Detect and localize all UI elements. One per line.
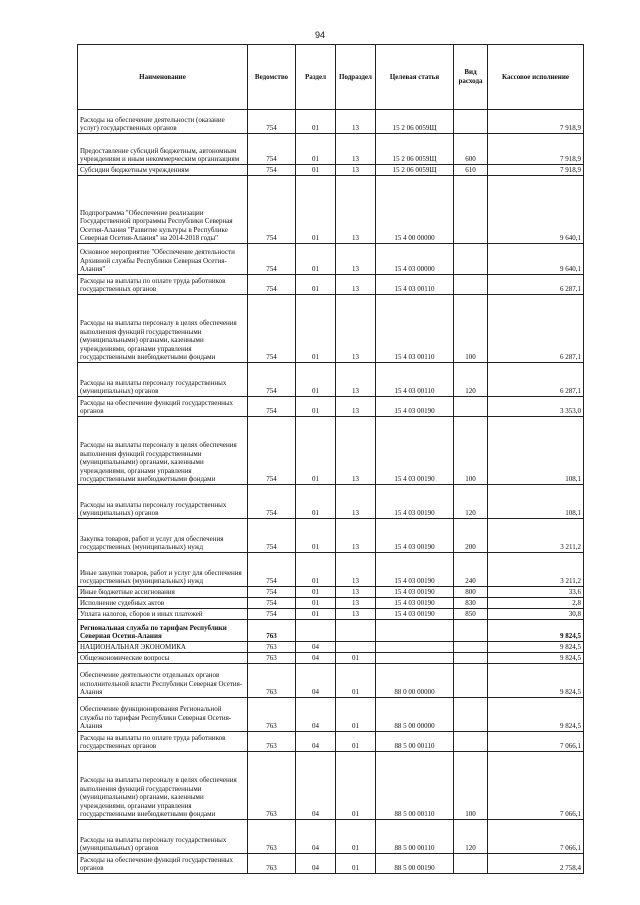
cell-target-article: 15 2 06 0059Щ — [376, 134, 454, 165]
cell-expense-type: 100 — [454, 752, 488, 820]
cell-name: НАЦИОНАЛЬНАЯ ЭКОНОМИКА — [78, 642, 248, 653]
cell-podrazdel: 13 — [336, 295, 376, 363]
cell-razdel: 01 — [296, 519, 336, 553]
header-vedomstvo: Ведомство — [248, 45, 296, 110]
cell-name: Основное мероприятие "Обеспечение деятельности Архивной службы Республики Северная Осетия-Алания" — [78, 244, 248, 275]
cell-podrazdel: 13 — [336, 275, 376, 295]
cell-vedomstvo: 754 — [248, 485, 296, 519]
cell-expense-type — [454, 275, 488, 295]
cell-expense-type — [454, 854, 488, 874]
cell-expense-type: 610 — [454, 165, 488, 176]
cell-expense-type: 100 — [454, 417, 488, 485]
table-row — [78, 110, 584, 134]
cell-razdel: 01 — [296, 485, 336, 519]
cell-razdel: 04 — [296, 698, 336, 732]
table-row — [78, 275, 584, 295]
header-podrazdel: Подраздел — [336, 45, 376, 110]
cell-name: Обеспечение функционирования Региональной службы по тарифам Республики Северная Осетия-Алания — [78, 698, 248, 732]
table-row — [78, 598, 584, 609]
cell-cash-execution: 7 066,1 — [488, 752, 584, 820]
cell-expense-type: 200 — [454, 519, 488, 553]
cell-cash-execution: 9 824,5 — [488, 620, 584, 642]
cell-podrazdel: 01 — [336, 732, 376, 752]
cell-cash-execution: 108,1 — [488, 417, 584, 485]
table-row — [78, 519, 584, 553]
cell-razdel: 04 — [296, 854, 336, 874]
cell-expense-type: 120 — [454, 820, 488, 854]
cell-vedomstvo: 754 — [248, 176, 296, 244]
cell-target-article: 88 0 00 00000 — [376, 664, 454, 698]
cell-podrazdel: 01 — [336, 653, 376, 664]
cell-vedomstvo: 754 — [248, 363, 296, 397]
cell-name: Региональная служба по тарифам Республики Северная Осетия-Алания — [78, 620, 248, 642]
cell-vedomstvo: 763 — [248, 653, 296, 664]
cell-vedomstvo: 754 — [248, 609, 296, 620]
table-row — [78, 587, 584, 598]
cell-expense-type — [454, 653, 488, 664]
cell-name: Расходы на обеспечение функций государственных органов — [78, 397, 248, 417]
cell-target-article: 15 4 03 00190 — [376, 587, 454, 598]
cell-target-article: 88 5 00 00190 — [376, 854, 454, 874]
cell-vedomstvo: 754 — [248, 598, 296, 609]
header-expense-type: Вид расхода — [454, 45, 488, 110]
cell-cash-execution: 33,6 — [488, 587, 584, 598]
cell-podrazdel: 13 — [336, 587, 376, 598]
cell-name: Уплата налогов, сборов и иных платежей — [78, 609, 248, 620]
cell-podrazdel: 01 — [336, 664, 376, 698]
cell-target-article: 15 4 00 00000 — [376, 176, 454, 244]
cell-podrazdel: 01 — [336, 698, 376, 732]
cell-vedomstvo: 763 — [248, 620, 296, 642]
cell-razdel: 01 — [296, 110, 336, 134]
cell-target-article: 15 4 03 00190 — [376, 519, 454, 553]
cell-expense-type — [454, 698, 488, 732]
cell-vedomstvo: 754 — [248, 244, 296, 275]
cell-expense-type — [454, 732, 488, 752]
cell-cash-execution: 7 918,9 — [488, 165, 584, 176]
cell-cash-execution: 3 211,2 — [488, 519, 584, 553]
cell-podrazdel: 13 — [336, 598, 376, 609]
cell-podrazdel: 13 — [336, 519, 376, 553]
cell-name: Подпрограмма "Обеспечение реализации Государственной программы Республики Северная Осетия-Алания "Развитие культуры в Республике Северная Осетия-Алания" на 2014-2018 годы" — [78, 176, 248, 244]
table-header-row — [78, 45, 584, 110]
cell-expense-type: 850 — [454, 609, 488, 620]
header-cash-execution: Кассовое исполнение — [488, 45, 584, 110]
cell-podrazdel: 13 — [336, 134, 376, 165]
cell-razdel: 01 — [296, 295, 336, 363]
cell-podrazdel: 13 — [336, 553, 376, 587]
cell-expense-type — [454, 110, 488, 134]
cell-name: Расходы на выплаты персоналу государственных (муниципальных) органов — [78, 485, 248, 519]
cell-vedomstvo: 754 — [248, 553, 296, 587]
cell-name: Общеэкономические вопросы — [78, 653, 248, 664]
cell-name: Расходы на выплаты персоналу государственных (муниципальных) органов — [78, 820, 248, 854]
cell-vedomstvo: 763 — [248, 752, 296, 820]
cell-expense-type — [454, 397, 488, 417]
table-row — [78, 165, 584, 176]
table-row — [78, 134, 584, 165]
cell-vedomstvo: 763 — [248, 642, 296, 653]
cell-cash-execution: 9 824,5 — [488, 642, 584, 653]
cell-vedomstvo: 754 — [248, 519, 296, 553]
cell-target-article: 15 4 03 00110 — [376, 363, 454, 397]
cell-vedomstvo: 754 — [248, 417, 296, 485]
cell-vedomstvo: 763 — [248, 664, 296, 698]
cell-vedomstvo: 754 — [248, 134, 296, 165]
cell-razdel: 01 — [296, 363, 336, 397]
cell-expense-type: 600 — [454, 134, 488, 165]
cell-podrazdel: 13 — [336, 485, 376, 519]
cell-expense-type — [454, 642, 488, 653]
table-row — [78, 698, 584, 732]
cell-name: Расходы на выплаты персоналу в целях обеспечения выполнения функций государственными (муниципальными) органами, казенными учреждениями, органами управления государственными внебюджетными фондами — [78, 417, 248, 485]
cell-vedomstvo: 763 — [248, 698, 296, 732]
cell-name: Предоставление субсидий бюджетным, автономным учреждениям и иным некоммерческим организациям — [78, 134, 248, 165]
cell-cash-execution: 108,1 — [488, 485, 584, 519]
cell-podrazdel: 13 — [336, 165, 376, 176]
cell-target-article: 15 2 06 0059Щ — [376, 165, 454, 176]
cell-cash-execution: 3 211,2 — [488, 553, 584, 587]
table-row — [78, 609, 584, 620]
header-name: Наименование — [78, 45, 248, 110]
table-row — [78, 642, 584, 653]
cell-razdel: 04 — [296, 752, 336, 820]
cell-target-article: 88 5 00 00110 — [376, 820, 454, 854]
cell-target-article: 15 4 03 00110 — [376, 295, 454, 363]
cell-cash-execution: 9 824,5 — [488, 698, 584, 732]
cell-razdel: 01 — [296, 165, 336, 176]
cell-cash-execution: 6 287,1 — [488, 363, 584, 397]
cell-name: Расходы на выплаты по оплате труда работников государственных органов — [78, 275, 248, 295]
header-target-article: Целевая статья — [376, 45, 454, 110]
cell-target-article: 88 5 00 00110 — [376, 732, 454, 752]
cell-name: Расходы на выплаты персоналу в целях обеспечения выполнения функций государственными (муниципальными) органами, казенными учреждениями, органами управления государственными внебюджетными фондами — [78, 295, 248, 363]
cell-expense-type — [454, 244, 488, 275]
table-row — [78, 417, 584, 485]
table-row — [78, 553, 584, 587]
cell-cash-execution: 6 287,1 — [488, 295, 584, 363]
cell-razdel: 01 — [296, 598, 336, 609]
cell-vedomstvo: 754 — [248, 587, 296, 598]
cell-target-article: 15 4 03 00000 — [376, 244, 454, 275]
cell-cash-execution: 9 824,5 — [488, 653, 584, 664]
cell-vedomstvo: 763 — [248, 732, 296, 752]
page-number: 94 — [314, 30, 325, 40]
cell-razdel — [296, 620, 336, 642]
table-row — [78, 397, 584, 417]
cell-target-article: 15 4 03 00190 — [376, 598, 454, 609]
table-row — [78, 820, 584, 854]
table-row — [78, 664, 584, 698]
table-row — [78, 854, 584, 874]
cell-expense-type: 830 — [454, 598, 488, 609]
cell-podrazdel: 01 — [336, 820, 376, 854]
cell-cash-execution: 2,8 — [488, 598, 584, 609]
cell-cash-execution: 7 918,9 — [488, 134, 584, 165]
cell-name: Расходы на выплаты персоналу в целях обеспечения выполнения функций государственными (муниципальными) органами, казенными учреждениями, органами управления государственными внебюджетными фондами — [78, 752, 248, 820]
cell-razdel: 01 — [296, 417, 336, 485]
cell-name: Субсидии бюджетным учреждениям — [78, 165, 248, 176]
cell-razdel: 04 — [296, 732, 336, 752]
cell-vedomstvo: 754 — [248, 275, 296, 295]
cell-vedomstvo: 754 — [248, 110, 296, 134]
cell-target-article: 15 4 03 00190 — [376, 553, 454, 587]
cell-razdel: 01 — [296, 134, 336, 165]
cell-target-article: 15 4 03 00110 — [376, 275, 454, 295]
cell-name: Расходы на обеспечение функций государственных органов — [78, 854, 248, 874]
table-row — [78, 732, 584, 752]
cell-vedomstvo: 754 — [248, 295, 296, 363]
cell-podrazdel: 13 — [336, 417, 376, 485]
cell-podrazdel — [336, 642, 376, 653]
cell-podrazdel: 13 — [336, 110, 376, 134]
cell-razdel: 01 — [296, 553, 336, 587]
cell-target-article: 15 4 03 00190 — [376, 609, 454, 620]
cell-razdel: 01 — [296, 587, 336, 598]
table-row — [78, 295, 584, 363]
table-row — [78, 485, 584, 519]
cell-name: Расходы на выплаты по оплате труда работников государственных органов — [78, 732, 248, 752]
cell-vedomstvo: 754 — [248, 165, 296, 176]
cell-name: Исполнение судебных актов — [78, 598, 248, 609]
table-row — [78, 363, 584, 397]
cell-cash-execution: 7 066,1 — [488, 820, 584, 854]
cell-podrazdel: 01 — [336, 752, 376, 820]
cell-podrazdel: 13 — [336, 397, 376, 417]
cell-expense-type: 120 — [454, 485, 488, 519]
cell-cash-execution: 9 640,1 — [488, 244, 584, 275]
cell-podrazdel: 13 — [336, 609, 376, 620]
cell-podrazdel: 13 — [336, 363, 376, 397]
cell-cash-execution: 9 640,1 — [488, 176, 584, 244]
cell-razdel: 01 — [296, 244, 336, 275]
table-row — [78, 620, 584, 642]
cell-expense-type — [454, 620, 488, 642]
cell-target-article: 88 5 00 00110 — [376, 752, 454, 820]
cell-vedomstvo: 763 — [248, 854, 296, 874]
cell-cash-execution: 7 918,9 — [488, 110, 584, 134]
cell-razdel: 01 — [296, 275, 336, 295]
cell-razdel: 04 — [296, 820, 336, 854]
cell-target-article: 88 5 00 00000 — [376, 698, 454, 732]
cell-podrazdel: 13 — [336, 176, 376, 244]
cell-podrazdel: 01 — [336, 854, 376, 874]
cell-expense-type: 240 — [454, 553, 488, 587]
cell-target-article — [376, 642, 454, 653]
cell-razdel: 04 — [296, 642, 336, 653]
cell-target-article: 15 4 03 00190 — [376, 485, 454, 519]
cell-cash-execution: 6 287,1 — [488, 275, 584, 295]
header-razdel: Раздел — [296, 45, 336, 110]
table-row — [78, 176, 584, 244]
cell-target-article: 15 4 03 00190 — [376, 417, 454, 485]
cell-name: Расходы на обеспечение деятельности (оказание услуг) государственных органов — [78, 110, 248, 134]
cell-cash-execution: 30,8 — [488, 609, 584, 620]
cell-expense-type: 800 — [454, 587, 488, 598]
cell-razdel: 04 — [296, 653, 336, 664]
cell-vedomstvo: 763 — [248, 820, 296, 854]
cell-name: Закупка товаров, работ и услуг для обеспечения государственных (муниципальных) нужд — [78, 519, 248, 553]
cell-cash-execution: 3 353,0 — [488, 397, 584, 417]
cell-podrazdel: 13 — [336, 244, 376, 275]
cell-expense-type — [454, 664, 488, 698]
table-row — [78, 244, 584, 275]
cell-name: Иные бюджетные ассигнования — [78, 587, 248, 598]
cell-target-article — [376, 620, 454, 642]
cell-target-article: 15 2 06 0059Щ — [376, 110, 454, 134]
cell-expense-type: 100 — [454, 295, 488, 363]
cell-podrazdel — [336, 620, 376, 642]
table-row — [78, 653, 584, 664]
table-row — [78, 752, 584, 820]
cell-razdel: 01 — [296, 176, 336, 244]
cell-cash-execution: 7 066,1 — [488, 732, 584, 752]
cell-cash-execution: 9 824,5 — [488, 664, 584, 698]
cell-expense-type: 120 — [454, 363, 488, 397]
cell-cash-execution: 2 758,4 — [488, 854, 584, 874]
cell-target-article — [376, 653, 454, 664]
cell-name: Иные закупки товаров, работ и услуг для обеспечения государственных (муниципальных) нужд — [78, 553, 248, 587]
cell-target-article: 15 4 03 00190 — [376, 397, 454, 417]
cell-name: Расходы на выплаты персоналу государственных (муниципальных) органов — [78, 363, 248, 397]
budget-table — [77, 44, 584, 874]
cell-name: Обеспечение деятельности отдельных органов исполнительной власти Республики Северная Осетия-Алания — [78, 664, 248, 698]
cell-expense-type — [454, 176, 488, 244]
cell-razdel: 01 — [296, 397, 336, 417]
cell-razdel: 04 — [296, 664, 336, 698]
cell-razdel: 01 — [296, 609, 336, 620]
cell-vedomstvo: 754 — [248, 397, 296, 417]
